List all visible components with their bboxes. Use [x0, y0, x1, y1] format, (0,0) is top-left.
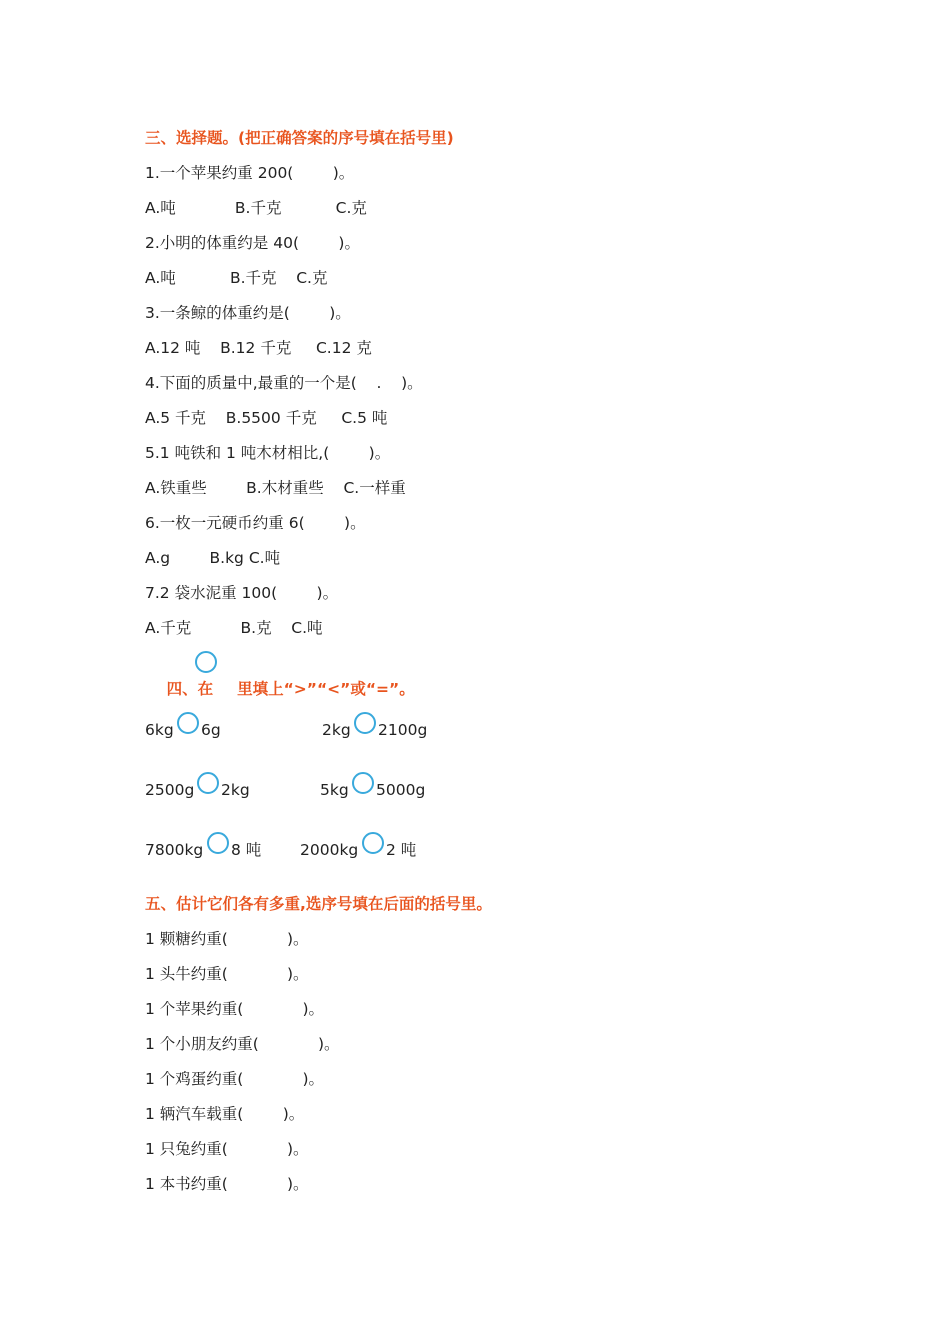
question-3-options: A.12 吨 B.12 千克 C.12 克 — [145, 339, 372, 357]
question-7-options: A.千克 B.克 C.吨 — [145, 619, 323, 637]
estimate-item-7: 1 只兔约重( )。 — [145, 1140, 309, 1158]
pair-1-circle[interactable] — [177, 712, 199, 734]
pair-4-left: 5kg — [320, 781, 349, 799]
pair-6-right: 2 吨 — [386, 841, 417, 859]
pair-3-right: 2kg — [221, 781, 250, 799]
pair-2-right: 2100g — [378, 721, 428, 739]
pair-4-circle[interactable] — [352, 772, 374, 794]
question-1: 1.一个苹果约重 200( )。 — [145, 164, 355, 182]
estimate-item-2: 1 头牛约重( )。 — [145, 965, 309, 983]
estimate-item-1: 1 颗糖约重( )。 — [145, 930, 309, 948]
pair-2-circle[interactable] — [354, 712, 376, 734]
question-2: 2.小明的体重约是 40( )。 — [145, 234, 360, 252]
estimate-item-5: 1 个鸡蛋约重( )。 — [145, 1070, 325, 1088]
section4-title — [145, 659, 415, 719]
section4-title-after: 里填上“>”“<”或“=”。 — [237, 680, 415, 698]
estimate-item-6: 1 辆汽车载重( )。 — [145, 1105, 305, 1123]
question-6-options: A.g B.kg C.吨 — [145, 549, 281, 567]
pair-4-right: 5000g — [376, 781, 426, 799]
estimate-item-3: 1 个苹果约重( )。 — [145, 1000, 325, 1018]
pair-3-circle[interactable] — [197, 772, 219, 794]
estimate-item-4: 1 个小朋友约重( )。 — [145, 1035, 340, 1053]
question-6: 6.一枚一元硬币约重 6( )。 — [145, 514, 366, 532]
pair-1-right: 6g — [201, 721, 221, 739]
section5-title: 五、估计它们各有多重,选序号填在后面的括号里。 — [145, 895, 492, 913]
question-4: 4.下面的质量中,最重的一个是( . )。 — [145, 374, 423, 392]
pair-2-left: 2kg — [322, 721, 351, 739]
section3-title: 三、选择题。(把正确答案的序号填在括号里) — [145, 129, 454, 147]
question-2-options: A.吨 B.千克 C.克 — [145, 269, 328, 287]
question-3: 3.一条鲸的体重约是( )。 — [145, 304, 351, 322]
estimate-item-8: 1 本书约重( )。 — [145, 1175, 309, 1193]
pair-6-left: 2000kg — [300, 841, 359, 859]
pair-6-circle[interactable] — [362, 832, 384, 854]
question-7: 7.2 袋水泥重 100( )。 — [145, 584, 339, 602]
pair-5-left: 7800kg — [145, 841, 204, 859]
title-circle-icon — [195, 651, 217, 673]
pair-5-circle[interactable] — [207, 832, 229, 854]
pair-1-left: 6kg — [145, 721, 174, 739]
question-5: 5.1 吨铁和 1 吨木材相比,( )。 — [145, 444, 391, 462]
question-4-options: A.5 千克 B.5500 千克 C.5 吨 — [145, 409, 388, 427]
pair-5-right: 8 吨 — [231, 841, 262, 859]
pair-3-left: 2500g — [145, 781, 195, 799]
section4-title-before: 四、在 — [166, 680, 214, 698]
question-5-options: A.铁重些 B.木材重些 C.一样重 — [145, 479, 406, 497]
question-1-options: A.吨 B.千克 C.克 — [145, 199, 367, 217]
